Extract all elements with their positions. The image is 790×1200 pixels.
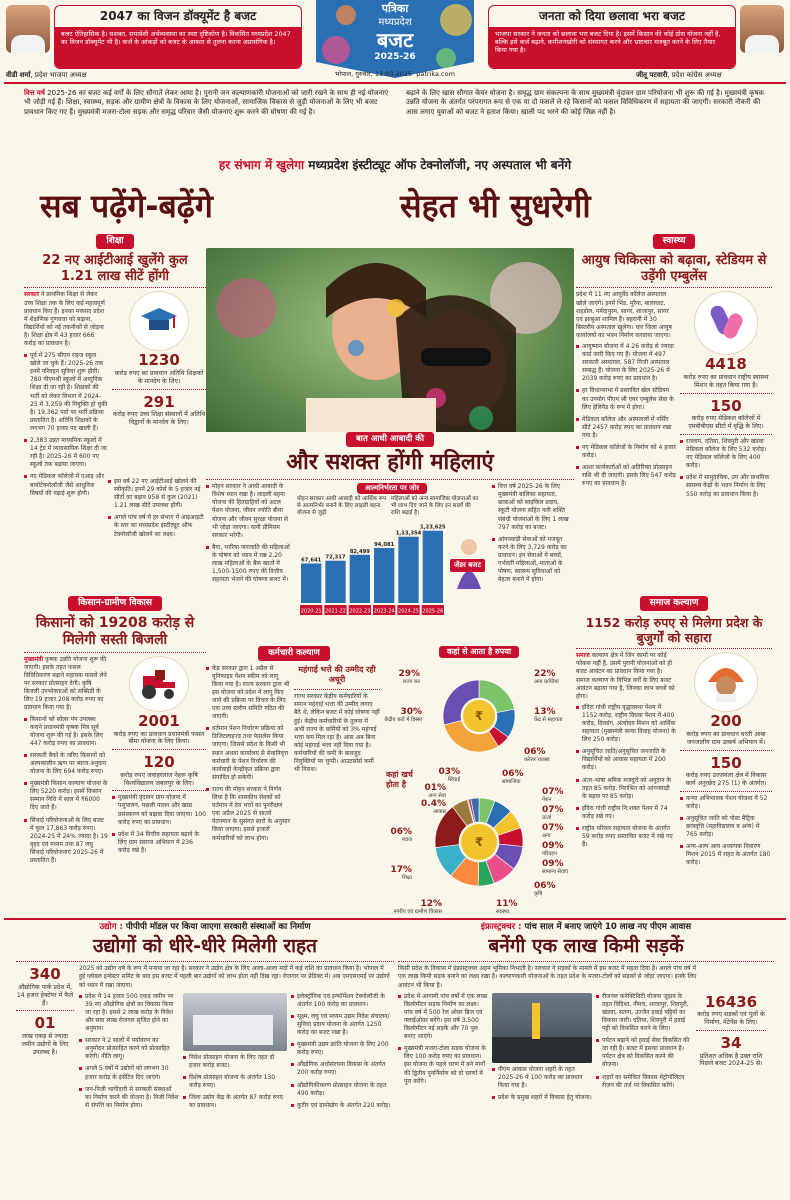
samaj-bullet: इंदिरा गांधी राष्ट्रीय वृद्धावस्था पेंशन में 1152 करोड़, राष्ट्रीय विधवा पेंशन में 400 करोड़, दिव्यांग, अंत्योदय मिशन को आर्थिक सहायता (मुख्यमंत्री कन्या विवाह योजना) के लिए 250 करोड़। [576,704,676,744]
intro-lead: वित्त वर्ष [24,89,45,97]
vd-sharma-photo [6,5,50,53]
holi-photo [206,248,574,450]
gender-budget-bar-label: 82,499 [349,548,370,555]
graduation-cap-icon [129,291,189,351]
udyog-subhead-line [16,922,394,933]
intro-left-text: 2025-26 का बजट कई वर्गों के लिए सौगातें लेकर आया है। पुरानी जन कल्याणकारी योजनाओं को जारी रखने के साथ ही नई योजनाएं भी जोड़ी गई हैं। शिक्षा, स्वास्थ्य, सड़क और ग्रामीण क्षेत्रों के विकास के लिए योजनाओं, सामाजिक विकास से जुड़ी योजनाओं के लिए भी बजट प्रावधान किए गए हैं। मुख्यमंत्री मजरा-टोला सड़क और समृद्ध परिवार जैसी योजनाएं शुरू करने की घोषणा की गई है। [24,89,389,116]
expense-category-label: स्वास्थ्य [496,909,510,914]
expense-value-label: 09% [542,841,564,851]
mahila-bullet: बैगा, भारिया जनजाति की महिलाओं के पोषण को ध्यान में रख 2.20 लाख महिलाओं के बैंक खातों में 1,500-1500 रुपए की वित्तीय सहायता भेजने की घोषणा बजट में। [206,544,292,584]
expense-category-label: ऊर्जा [542,815,552,821]
swasthya-bullet: हर विधानसभा में प्रस्तावित खेल स्टेडियम का उपयोग पीएम श्री एयर एम्बुलेंस सेवा के लिए हेलिपैड के रूप में होगा। [576,387,676,411]
expense-category-label: नगरीय एवं ग्रामीण विकास [393,909,442,914]
shiksha-bullet: 2,383 उन्नत माध्यमिक स्कूलों में 14 ट्रेड में व्यावसायिक शिक्षा दी जा रही है। 2025-26 में 600 नए स्कूलों तक बढ़ाया जाएगा। [24,437,108,469]
udyog-bullet: सूक्ष्म, लघु एवं मध्यम उद्यम निदेश संचालन/सुविधा प्रदाय योजना के अंतर्गत 1250 करोड़ का बजट रखा है। [291,1013,391,1037]
swasthya-stat-num: 4418 [705,355,747,374]
intro-left [24,89,394,117]
woman-icon [457,571,481,589]
banner-lead [0,158,790,173]
udyog-side-bullet: निवेश प्रोत्साहन योजना के लिए तहत दो हजार करोड़ बजट। [183,1054,287,1070]
shiksha-tag: शिक्षा [96,234,133,249]
expense-value-label: 17% [390,865,412,875]
karmachari-tag: कर्मचारी कल्याण [258,646,330,661]
masthead-state: मध्यप्रदेश [378,17,412,28]
expense-value-label: 01% [424,783,446,793]
mahila-chart-title: आत्मनिर्भरता पर जोर [357,483,427,494]
swasthya-intro: प्रदेश में 11 नए आयुर्वेद कॉलेज अस्पताल खोले जाएंगे। इनमें भिंड, मुरैना, बालाघाट, शहडोल, नर्मदापुरम, सागर, शाजापुर, सागर एवं झाबुआ शामिल हैं। बहरानी में 30 बिस्तरीय अस्पताल खुलेगा। चार जिला आयुष कार्यालयों का भवन निर्माण करवाया जाएगा। [576,291,672,339]
samaj-stat-num: 150 [710,753,742,772]
holi-photo-art [206,248,574,450]
mahila-bullet: आंगनवाड़ी सेवाओं को मजबूत करने के लिए 3,729 करोड़ का प्रावधान। इन सेवाओं में बच्चों, गर्भवती महिलाओं, माताओं के पोषण, स्वास्थ्य सुविधाओं को बेहतर बनाने में होगा। [492,536,572,585]
swasthya-stat-num: 150 [710,396,742,415]
mahila-label: बात आधी आबादी की [346,432,434,447]
date-line [300,70,490,78]
samaj-bullet: इंदिरा गांधी राष्ट्रीय नि:शक्त पेंशन में 74 करोड़ रखे गए। [576,805,676,821]
bottom-rule [4,918,786,920]
income-value-label: 22% [534,669,556,679]
udyog-section [16,922,394,1196]
kisan-bullet: सरकारी बैंकों के जरिए किसानों को अल्पकालीन ऋण पर ब्याज अनुदान योजना के लिए 694 करोड़ रुपए। [24,752,108,776]
income-value-label: 30% [400,707,422,717]
udyog-lead: उद्योग : [99,922,123,932]
samaj-tag: समाज कल्याण [640,596,709,611]
samaj-stat-label: करोड़ रुपए का प्रावधान धरती आबा जनजातीय ग्राम उत्कर्ष अभियान में। [686,731,766,746]
right-header-role: , प्रदेश कांग्रेस अध्यक्ष [667,71,722,79]
infra-intro: किसी प्रदेश के विकास में इंफ्रास्ट्रक्चर अहम भूमिका निभाती है। सरकार ने सड़कों के मामले में इस बजट में महत्व दिया है। अगले पांच वर्ष में एक लाख किमी सड़क बनाने का लक्ष्य रखा है। कल्याणकारी योजनाओं के तहत प्रदेश के मजरा-टोलों को सड़कों से जोड़ा जाएगा। इनके लिए आवंटन भी किया है। [398,965,697,989]
gender-budget-bar [325,561,345,603]
mahila-section [206,432,574,642]
gender-budget-bar-label: 1,13,354 [395,530,422,537]
rupaya-section [384,646,574,914]
income-category-label: अन्य प्राप्तियां [534,679,559,685]
gender-budget-bar [301,563,321,603]
shiksha-bullet: पूर्व में 275 सीएम राइज स्कूल खोले जा चुके हैं। 2025-26 तक इनमें परिवहन सुविधा शुरू होगी। 780 पीएमश्री स्कूलों में आधुनिक शिक्षा दी जा रही है। शिक्षकों की भर्ती को लेकर विभाग में 2024-25 में 3,259 की नियुक्ति हो चुकी है। 19,362 पदों पर भर्ती प्रक्रिया प्रस्तावित है। अतिथि शिक्षकों के लगभग 70 हजार पद खाली हैं। [24,352,108,433]
left-header-role: , प्रदेश भाजपा अध्यक्ष [30,71,87,79]
gender-budget-bar [398,537,418,603]
infra-bullet: प्रदेश के प्रमुख शहरों में विकास हेतु योजना। [492,1094,592,1102]
expense-category-label: सिंचाई [447,777,460,783]
infra-bullet: मुख्यमंत्री मजरा-टोला सड़क योजना के लिए 100 करोड़ रुपए का प्रावधान। इस योजना के पहले चरण में बने मार्गों की द्वितीय पुनर्निर्माण को दो चरणों में पूरा करेंगे। [398,1045,488,1085]
right-header-person: जीतू पटवारी [636,71,668,79]
expense-category-label: सामान्य सेवाएं [542,869,569,875]
woman-icon [461,539,477,555]
income-category-label: केंद्रीय करों में हिस्सा [384,717,422,723]
banner-right-head: सेहत भी सुधरेगी [400,187,591,225]
tractor-icon [129,656,189,712]
gender-budget-tick-label: 2024-25 [398,608,419,615]
da-head: महंगाई भत्ते की उम्मीद रही अधूरी [298,664,376,685]
kisan-bullet: सिंचाई परियोजनाओं के लिए बजट में कुल 17,863 करोड़ रुपए। 2024-25 में 24% ज्यादा है। 19 वृहद एवं मध्यम तथा 87 लघु सिंचाई परियोजनाएं 2025-26 में प्रस्तावित हैं। [24,817,108,866]
gender-budget-bar-label: 67,641 [301,557,322,564]
shiksha-lead: सरकार [24,291,40,299]
udyog-stat-num: 01 [34,1014,56,1033]
udyog-bullet: अगले 5 वर्षों में उद्योगों को लगभग 30 हजार करोड़ के इंसेंटिव दिए जाएंगे। [79,1065,179,1081]
udyog-bullet: इलेक्ट्रॉनिक एवं इन्फॉर्मेशन टेक्नोलॉजी के अंतर्गत 100 करोड़ का प्रावधान। [291,993,391,1009]
infra-subhead: पांच साल में बनाए जाएंगे 10 लाख नए पीएम आवास [521,922,692,932]
expense-category-label: सामाजिक [502,779,521,785]
shiksha-bullet: नए मेडिकल कॉलेजों में एआइ और बायोटेक्नोलॉजी जैसे आधुनिक विषयों की पढ़ाई शुरू होगी। [24,473,108,497]
infra-lead: इंफ्रास्ट्रक्चर : [480,922,522,932]
udyog-subhead: पीपीपी मॉडल पर किया जाएगा सरकारी संस्थाओं का निर्माण [122,922,311,932]
factory-photo [183,993,287,1051]
expense-value-label: 09% [542,859,564,869]
swasthya-tag: स्वास्थ्य [653,234,696,249]
swasthya-side-bullet: प्रदेश में सामुदायिक, उप और प्राथमिक स्वास्थ्य केंद्रों के भवन निर्माण के लिए 550 करोड़ का प्रावधान किया है। [680,474,772,498]
expense-value-label: 03% [438,767,460,777]
gender-budget-tick-label: 2020-21 [300,608,322,615]
udyog-stat-label: औद्योगिक पार्क प्रदेश में, 14 हजार हेक्टेयर में फैले हैं। [16,984,74,1007]
infra-bullet: पर्यटन बढ़ाने को हवाई सेवा विकसित की जा रही है। बजट में इसका प्रावधान है। पर्यटन क्षेत्र को विकसित करने की योजना। [596,1037,692,1069]
jitu-patwari-photo [740,5,784,53]
udyog-bullet: जन-निजी भागीदारी से सरकारी संस्थाओं का निर्माण करने की योजना है। निजी निवेश से संपत्ति का निर्माण होगा। [79,1086,179,1110]
expense-value-label: 06% [534,881,556,891]
masthead-year: 2025-26 [374,52,416,62]
expense-category-label: शिक्षा [402,875,412,881]
rupee-symbol: ₹ [474,835,484,849]
infra-stat-label: करोड़ रुपए सड़कों एवं पुलों के निर्माण, मेंटेनेंस के लिए। [697,1011,765,1027]
udyog-bullet: सरकार ने 2 सालों में पर्यावरण का अनुमोदन प्रोत्साहित करने को प्रोत्साहित करेगी। नीति लागू। [79,1037,179,1061]
expense-category-label: अन्य [542,833,551,839]
mahila-chart-note-b: महिलाओं को अन्य सामाजिक योजनाओं का भी लाभ दिए जाने के लिए इन सालों की राशि बढ़ाई है। [391,495,479,516]
udyog-stat-label: लाख एकड़ से ज्यादा जमीन उद्योगों के लिए उपलब्ध है। [21,1033,69,1056]
gender-budget-bar [374,548,394,603]
left-header-person: वीडी शर्मा [6,71,31,79]
right-header-text: भाजपा सरकार ने जनता को छलावा भरा बजट दिया है। इसमें किसान की कोई ठोस योजना नहीं है, बल्कि इसे कर्ज बढ़ाने, कमीशनखोरी को संस्थागत करने और भ्रष्टाचार मजबूत करने के लिए तैयार किया गया है। [489,27,735,69]
karmachari-section [206,646,382,914]
kisan-stat-num: 2001 [138,711,180,730]
gender-budget-tick-label: 2023-24 [373,608,395,615]
gender-budget-bar-label: 94,081 [374,541,395,548]
kisan-side-bullet: प्रदेश में 34 वित्तीय सहायता बढ़ाने के लिए ग्राम स्वराज अभियान में 236 करोड़ रखे हैं। [112,831,206,855]
infra-bullet: शहरों का समेकित विकास मेट्रोपॉलिटन रीजन की तर्ज पर विकसित करेंगे। [596,1074,692,1090]
kisan-stat-num: 120 [143,753,175,772]
samaj-side-bullet: कन्या अभिभावक पेंशन योजना में 52 करोड़। [680,795,772,811]
infra-subhead-line [398,922,774,933]
income-chart-title: कहां से आता है रुपया [439,646,519,658]
samaj-stat-label: करोड़ रुपए उज्जवला क्षेत्र में विकास कार्य अनुच्छेद 275 (1) के अंतर्गत। [685,772,767,787]
website-link[interactable]: patrika.com [416,70,455,78]
mahila-bullet: मोहन सरकार ने आधी आबादी के विशेष ध्यान रखा है। लाड़ली बहना योजना की हितग्राहियों को अटल पेंशन योजना, जीवन ज्योति बीमा योजना और जीवन सुरक्षा योजना से भी जोड़ा जाएगा। यानी प्रीमियम सरकार भरेगी। [206,483,292,540]
gender-budget-bar [423,531,443,603]
infra-bullet: प्रदेश में आगामी पांच वर्षों में एक लाख किलोमीटर सड़क निर्माण का लक्ष्य। पांच वर्ष में 500 रेल ओवर ब्रिज एवं फ्लाईओवर बनेंगे। इस वर्ष 3,500 किलोमीटर नई सड़कें और 70 पुल बनाए जाएंगे। [398,993,488,1042]
samaj-stat-num: 200 [710,712,742,731]
samaj-bullet: राष्ट्रीय परिवार सहायता योजना के अंतर्गत 59 करोड़ रुपए प्रस्तावित बजट में रखे गए हैं। [576,825,676,849]
expense-value-label: 06% [502,769,524,779]
expense-value-label: 07% [542,805,564,815]
shiksha-stat-label: करोड़ रुपए का प्रावधान अतिथि शिक्षकों के मानदेय के लिए। [114,370,204,385]
gender-budget-badge: जेंडर बजट [450,559,485,572]
gender-budget-tick-label: 2025-26 [422,608,444,615]
samaj-lead: समाज [576,652,590,660]
infra-head: बनेंगी एक लाख किमी सड़कें [488,934,684,957]
swasthya-bullet: नए मेडिकल कॉलेजों के निर्माण को 4 हजार करोड़। [576,444,676,460]
da-text: राज्य सरकार केंद्रीय कर्मचारियों के समान महंगाई भत्ता की उम्मीद लगाए बैठे थे, लेकिन बजट में कोई घोषणा नहीं हुई। केंद्रीय कर्मचारियों के तुलना में अभी राज्य के कर्मियों को 3% महंगाई भत्ता कम मिल रहा है। आस अब बिना कोई महंगाई भत्ता नहीं दिया गया है। कर्मचारियों की कमी के बावजूद नियुक्तियों पर चुप्पी। आउटसोर्स कर्मी भी निराश। [294,693,380,774]
udyog-bullet: औद्योगिकीकरण प्रोत्साहन योजना के तहत 490 करोड़। [291,1082,391,1098]
expense-category-label: ब्याज [402,837,412,843]
swasthya-bullet: आशा कार्यकर्ताओं को अतिरिक्त प्रोत्साहन राशि भी दी जाएगी। इसके लिए 547 करोड़ रुपए का प्रावधान है। [576,464,676,488]
left-header-text: बजट ऐतिहासिक है। सशक्त, समावेशी अर्थव्यवस्था का स्पष्ट दृष्टिकोण है। विकसित मध्यप्रदेश 2047 का विजन डॉक्यूमेंट भी है। कर्ज के आंकड़ों को बजट के आकार से तुलना करना अप्रासंगिक है। [55,27,301,69]
samaj-side-bullet: अन्य-अल्प आय अध्यापक निवारण मिशन 2015 में राहत के अंतर्गत 180 करोड़। [680,843,772,867]
kisan-bullet: मुख्यमंत्री किसान कल्याण योजना के लिए 5220 करोड़। इसमें किसान सम्मान निधि में साल में ₹6000 दिए जाते हैं। [24,780,108,812]
shiksha-middle [108,478,208,543]
masthead-title: बजट [376,28,414,52]
expense-donut-chart [384,764,574,914]
kisan-tag: किसान-ग्रामीण विकास [68,596,162,611]
infra-stat-num: 34 [720,1033,742,1052]
expense-value-label: 06% [390,827,412,837]
udyog-bullet: प्रदेश में 14 हजार 500 एकड़ जमीन पर 39 नए औद्योगिक क्षेत्रों का विकास किया जा रहा है। इससे 2 लाख करोड़ के निवेश और सवा लाख रोजगार सृजित होने का अनुमान। [79,993,179,1033]
swasthya-stat-label: करोड़ रुपए मेडिकल कॉलेजों में एमबीबीएस सीटों में वृद्धि के लिए। [688,415,764,431]
shiksha-stat-num: 291 [143,392,175,411]
income-category-label: राज्य कर [402,679,420,685]
medicine-capsule-icon [694,291,758,355]
intro-right: बढ़ाने के लिए खास सौगात केयर योजना है। समृद्ध ग्राम संकल्पना के साथ मुख्यमंत्री वृंदावन ग्राम परियोजना भी शुरू की गई है। मुख्यमंत्री कृषक उन्नति योजना के अंतर्गत परंपरागत रूप से एक या दो फसलें ले रहे किसानों को फसल विविधिकरण में सहायता की जाएगी। सरकारी नौकरी की आस लगाए युवाओं को बजट ने हताश किया। खाली पद भरने की कोई जिक्र नहीं है। [406,89,764,116]
banner-lead-red: हर संभाग में खुलेगा [218,158,305,172]
income-category-label: करेत्तर राजस्व [524,757,550,763]
income-category-label: केंद्र से सहायता [534,717,563,723]
udyog-bullet: मुख्यमंत्री उद्यम क्रांति योजना के लिए 200 करोड़ रुपए। [291,1041,391,1057]
kisan-bullet: किसानों को सोलर पंप उपलब्ध कराने प्रधानमंत्री कृषक मित्र सूर्य योजना शुरू की गई है। इसके लिए 447 करोड़ रुपए का प्रावधान। [24,716,108,748]
right-header-title: जनता को दिया छलावा भरा बजट [539,9,685,23]
udyog-stat-num: 340 [29,965,61,984]
right-header [486,3,786,83]
udyog-side-bullet: जिला उद्योग केंद्र के अंतर्गत 87 करोड़ रुपए का प्रावधान। [183,1094,287,1110]
swasthya-stat-label: करोड़ रुपए का प्रावधान राष्ट्रीय स्वास्थ्य मिशन के तहत किया गया है। [683,374,769,389]
expense-category-label: पेंशन [542,797,552,803]
income-donut-chart [384,658,574,766]
left-header [4,3,304,83]
swasthya-bullet: मेडिकल कॉलेज और अस्पतालों में नर्सिंग सीटें 2457 करोड़ रुपए का प्रावधान रखा गया है। [576,416,676,440]
shiksha-stat-num: 1230 [138,351,180,370]
samaj-head: 1152 करोड़ रुपए से मिलेगा प्रदेश के बुजुर्गों को सहारा [585,615,763,646]
kisan-stat-label: करोड़ रुपए जवाहरलाल नेहरू कृषि विश्वविद्यालय जबलपुर के लिए। [120,771,198,787]
infra-bullet: रीजनल कनेक्टिविटी योजना जुड़ाव के तहत विदिशा, नीमच, शाजापुर, शिवपुरी, खंडवा, सतना, उज्जैन हवाई पट्टियों का विकास जारी। दतिया, शिवपुरी में हवाई पट्टी को विकसित करने के लिए। [596,993,692,1033]
udyog-bullet: कुटीर एवं ग्रामोद्योग के अंतर्गत 220 करोड़। [291,1102,391,1110]
kisan-section [24,596,206,914]
masthead [316,0,474,78]
expense-value-label: 12% [420,899,442,909]
expense-chart-title: कहां खर्च होता है [386,770,413,789]
kisan-intro: कृषक उन्नति योजना शुरू की जाएगी। इसके तहत फसल विविधिकरण बढ़ाने सहायक फसलें लेने पर सरकार प्रोत्साहन देगी। कृषि बिजली उपभोक्ताओं को सब्सिडी के लिए 19 हजार 208 करोड़ रुपए का प्रावधान किया गया है। [24,655,107,712]
swasthya-bullet: आयुष्मान योजना में 4.26 करोड़ से ज्यादा कार्ड जारी किए गए हैं। योजना में 497 सरकारी अस्पताल, 587 निजी अस्पताल सम्बद्ध हैं। योजना के लिए 2025-26 में 2039 करोड़ रुपए का प्रावधान है। [576,343,676,383]
banner-left-head: सब पढ़ेंगे-बढ़ेंगे [40,187,213,225]
masthead-brand: पत्रिका [381,2,409,15]
gender-budget-bar-label: 1,23,625 [420,524,446,531]
expense-category-label: आवास [432,809,446,815]
expense-category-label: परिवहन [542,851,557,857]
income-value-label: 06% [524,747,546,757]
swasthya-side-bullet: रतलाम, दतिया, शिवपुरी और खंडवा मेडिकल कॉलेज के लिए 532 करोड़। नए मेडिकल कॉलेजों के लिए 400 करोड़। [680,438,772,470]
infra-stat-label: प्रतिशत अधिक है उक्त राशि पिछले बजट 2024-25 से। [699,1052,763,1068]
karmachari-bullet: वर्तमान पेंशन निर्धारण प्रक्रिया को डिजिटलाइज्ड तथा फेसलेस किया जाएगा। जिससे प्रदेश के किसी भी स्थान अथवा कार्यालय से सेवानिवृत्त कर्मचारी के पेंशन निर्धारण की कार्यवाही केन्द्रीकृत प्रक्रिया द्वारा संपादित हो सकेगी। [206,725,290,782]
karmachari-bullet: केंद्र सरकार द्वारा 1 अप्रैल से यूनिफाइड पेंशन स्कीम को लागू किया गया है। राज्य सरकार द्वारा भी इस योजना को प्रदेश में लागू किए जाने की प्रक्रिया पर विचार के लिए एक उच्च स्तरीय समिति गठित की जाएगी। [206,665,290,722]
gender-budget-tick-label: 2021-22 [325,608,346,615]
udyog-intro: 2025 को उद्योग वर्ष के रूप में मनाया जा रहा है। सरकार ने उद्योग क्षेत्र के लिए आला-आला मदों में कई राशि का प्रावधान किया है। भोपाल में हुई ग्लोबल इन्वेस्टर समिट के बाद इस बजट में पहली बार उद्योगों को लाभ होता नहीं दिख रहा। रोजगार पर प्रेडिक्ट में। अब एमएसएमई पर उद्योगों को ध्यान में रखा जाएगा। [79,965,390,989]
header-rule [4,82,786,84]
shiksha-middle-bullet: इस वर्ष 22 नए आईटीआई खोलने की स्वीकृति। इनमें 29 कोर्स के 5 हजार नई सीटों का बढ़ाव 958 से कुल (2021) 1.21 लाख सीटें उपलब्ध होंगी। [108,478,208,510]
left-header-title: 2047 का विजन डॉक्यूमेंट है बजट [99,9,257,23]
mahila-head: और सशक्त होंगी महिलाएं [286,449,494,475]
gender-budget-tick-label: 2022-23 [349,608,371,615]
expense-category-label: अन्य सेवा [428,793,446,799]
samaj-section [576,596,772,914]
expense-category-label: कृषि [534,891,543,897]
road-photo [492,993,592,1063]
income-value-label: 13% [534,707,556,717]
infra-stat-num: 16436 [704,992,758,1011]
kisan-lead: मुख्यमंत्री [24,655,44,663]
shiksha-middle-bullet: अगले पांच वर्ष में हर संभाग में आइआइटी के स्तर का मध्यप्रदेश इंस्टीट्यूट ऑफ टेक्नोलॉजी खोलने का लक्ष्य। [108,514,208,538]
income-value-label: 29% [398,669,420,679]
udyog-side-bullet: विशेष प्रोत्साहन योजना के अंतर्गत 130 करोड़ रुपए। [183,1074,287,1090]
expense-value-label: 07% [542,787,564,797]
gender-budget-bar-label: 72,317 [325,554,346,561]
elder-headdress-icon [694,652,758,712]
samaj-bullet: अंतर-भाषा श्रमिक मजदूरों को अनुदान के तहत 85 करोड़, निराश्रित को आंगनवाड़ी के बढ़ाव पर 85 करोड़। [576,777,676,801]
samaj-intro: कल्याण क्षेत्र में जिन कामों पर कोई फोकस नहीं है, उसमें पुरानी योजनाओं को ही बजट आवंटन का प्रावधान किया गया है। समाज कल्याण के विभिन्न वर्गों के लिए बजट आवंटन बढ़ाया गया है, जिनका लाभ बच्चों को होगा। [576,652,675,700]
swasthya-head: आयुष चिकित्सा को बढ़ावा, स्टेडियम से उड़ेंगी एम्बुलेंस [581,253,767,284]
expense-value-label: 11% [496,899,518,909]
shiksha-head: 22 नए आईटीआई खुलेंगे कुल 1.21 लाख सीटें होंगी [42,253,188,284]
shiksha-intro: ने प्राथमिक शिक्षा से लेकर उच्च शिक्षा तक के लिए कई महत्वपूर्ण प्रावधान किए हैं। इनका मकसद प्रदेश में शैक्षणिक गुणवत्ता को बढ़ाना, विद्यार्थियों को नई तकनीकों से जोड़ना है। शिक्षा क्षेत्र में 43 हजार 666 करोड़ का प्रावधान है। [24,291,105,347]
kisan-side-bullet: मुख्यमंत्री वृंदावन ग्राम योजना में पशुपालन, मछली पालन और खाद्य प्रसंस्करण को बढ़ावा दिया जाएगा। 100 करोड़ रुपए का प्रावधान। [112,794,206,826]
shiksha-stat-label: करोड़ रुपए उच्च शिक्षा संस्थानों में अतिथि विद्वानों के मानदेय के लिए। [112,411,206,427]
samaj-side-bullet: अनुसूचित जाति को पोस्ट मैट्रिक छात्रवृत्ति (महाविद्यालय व अन्य) में 765 करोड़। [680,815,772,839]
udyog-bullet: औद्योगिक अधोसंरचना विकास के अंतर्गत 200 करोड़ रुपए। [291,1061,391,1077]
kisan-stat-label: करोड़ रुपए का प्रावधान प्रधानमंत्री फसल बीमा योजना के लिए किया। [113,730,205,746]
infra-section [398,922,774,1196]
date-text: भोपाल, गुरुवार, 13.03.2025 [335,70,413,78]
udyog-head: उद्योगों को धीरे-धीरे मिलेगी राहत [93,934,317,957]
gender-budget-bar [350,555,370,603]
karmachari-bullet: राज्य की मोहन सरकार ने निर्णय लिया है कि शासकीय सेवकों को वर्तमान में देय भत्तों का पुनरीक्षण एक अप्रैल 2025 से सातवें वेतनमान के सुसंगत स्तरों के अनुसार किया जाएगा। इससे हजारों कर्मचारियों को लाभ होगा। [206,786,290,843]
rupee-symbol: ₹ [474,709,484,723]
banner-lead-text: मध्यप्रदेश इंस्टीट्यूट ऑफ टेक्नोलॉजी, नए अस्पताल भी बनेंगे [304,158,572,172]
swasthya-section [576,234,772,604]
expense-value-label: 07% [542,823,564,833]
mahila-bullet: वित्त वर्ष 2025-26 के लिए मुख्यमंत्री बालिका सहायता, छात्राओं को साइकिल प्रदाय, स्कूटी योजना सहित नारी शक्ति संबंधी योजनाओं के लिए 1 लाख 797 करोड़ का बजट। [492,483,572,532]
infra-bullet: पीएम आवास योजना शहरी के तहत 2025-26 में 100 करोड़ का प्रावधान किया गया है। [492,1066,592,1090]
expense-value-label: 0.4% [421,799,446,809]
samaj-bullet: अनुसूचित जाति/अनुसूचित जनजाति के विद्यार्थियों को आवास सहायता में 200 करोड़। [576,748,676,772]
kisan-head: किसानों को 19208 करोड़ से मिलेगी सस्ती बिजली [35,615,195,649]
mahila-chart-note-a: मोहन सरकार आधी आबादी को आर्थिक रूप से आत्मनिर्भर बनाने के लिए लाड़ली बहना योजना से जुड़ी [297,495,387,516]
